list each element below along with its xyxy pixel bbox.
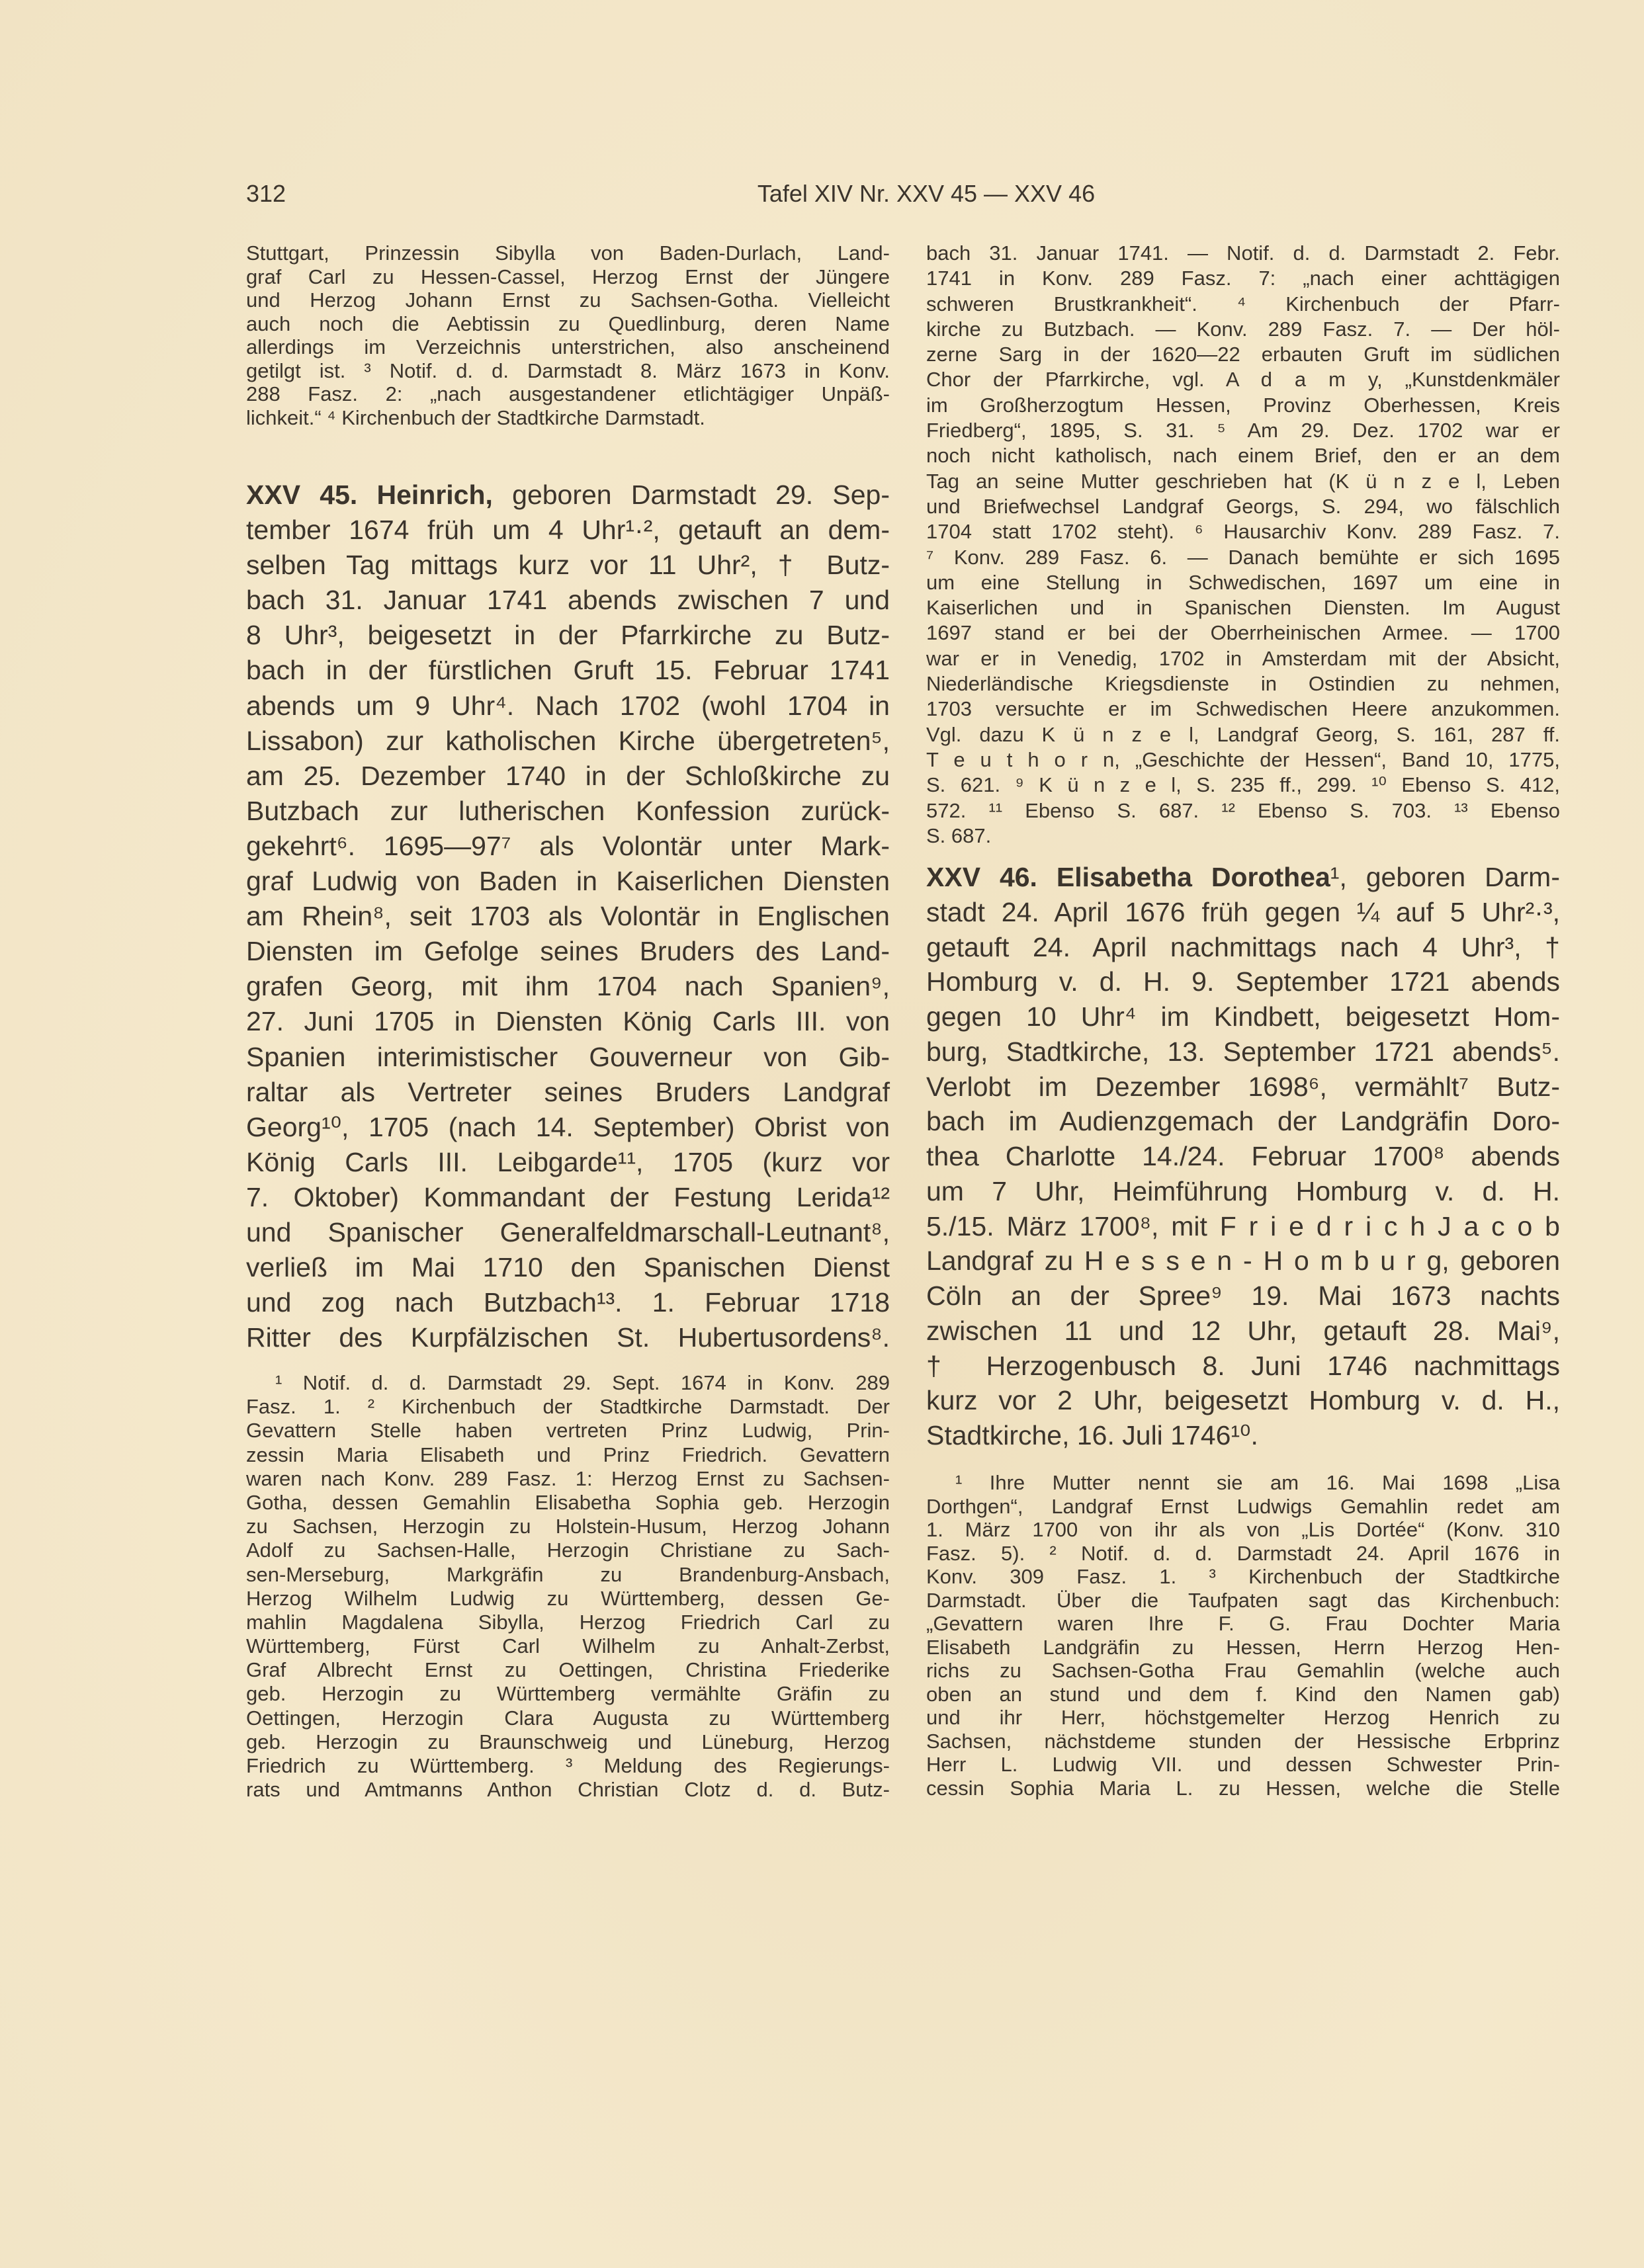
text-line (926, 1706, 1560, 1730)
text-line (926, 1349, 1560, 1384)
text-line-content: T e u t h o r n, „Geschichte der Hessen“, Band 10, 1775, (926, 747, 1560, 771)
text-line (926, 1279, 1560, 1314)
text-line-content: 288 Fasz. 2: „nach ausgestandener etlichtägiger Unpäß- (246, 382, 890, 405)
text-line (926, 999, 1560, 1034)
text-line (926, 823, 1560, 849)
text-line (246, 1730, 890, 1754)
text-line (246, 1180, 890, 1215)
text-line (246, 794, 890, 829)
text-line (926, 241, 1560, 266)
text-line-content: um eine Stellung in Schwedischen, 1697 um eine in (926, 570, 1560, 594)
text-line-content: Verlobt im Dezember 1698⁶, vermählt⁷ Butz- (926, 1071, 1560, 1102)
text-line (246, 1395, 890, 1419)
text-line-content: sen-Merseburg, Markgräfin zu Brandenburg-Ansbach, (246, 1562, 890, 1586)
text-line-content: zessin Maria Elisabeth und Prinz Friedrich. Gevattern (246, 1443, 890, 1466)
text-line (246, 1658, 890, 1682)
text-line-content: 1697 stand er bei der Oberrheinischen Armee. — 1700 (926, 621, 1560, 645)
text-line-content: graf Ludwig von Baden in Kaiserlichen Diensten (246, 866, 890, 897)
text-line (246, 1682, 890, 1706)
text-line (246, 864, 890, 899)
entry-heading-text: geboren Darmstadt 29. Sep- (492, 480, 890, 510)
text-line-content: getauft 24. April nachmittags nach 4 Uhr³, † (926, 931, 1560, 962)
text-line-content: Stadtkirche, 16. Juli 1746¹⁰. (926, 1420, 1258, 1450)
text-line (246, 1467, 890, 1491)
text-line (926, 595, 1560, 620)
text-line (926, 1418, 1560, 1453)
text-line-content: allerdings im Verzeichnis unterstrichen, also anscheinend (246, 335, 890, 358)
text-line (926, 443, 1560, 468)
text-line-content: Friedberg“, 1895, S. 31. ⁵ Am 29. Dez. 1702 war er (926, 419, 1560, 442)
text-line-content: Tag an seine Mutter geschrieben hat (K ü n z e l, Leben (926, 469, 1560, 493)
text-line (246, 548, 890, 583)
text-line-content: 1703 versuchte er im Schwedischen Heere anzukommen. (926, 697, 1560, 721)
text-line-content: bach 31. Januar 1741 abends zwischen 7 und (246, 585, 890, 616)
text-line (246, 288, 890, 312)
text-line-content: ⁷ Konv. 289 Fasz. 6. — Danach bemühte er sich 1695 (926, 545, 1560, 569)
text-line (246, 1515, 890, 1538)
text-line (926, 367, 1560, 392)
text-line (926, 1383, 1560, 1418)
text-line (926, 1612, 1560, 1636)
text-line-content: Konv. 309 Fasz. 1. ³ Kirchenbuch der Stadtkirche (926, 1565, 1560, 1588)
running-title: Tafel XIV Nr. XXV 45 — XXV 46 (757, 180, 1096, 207)
text-line (246, 382, 890, 406)
text-line-content: Friedrich zu Württemberg. ³ Meldung des Regierungs- (246, 1754, 890, 1777)
text-line (246, 241, 890, 265)
text-line-content: 7. Oktober) Kommandant der Festung Lerida¹² (246, 1181, 890, 1212)
text-line-content: Gotha, dessen Gemahlin Elisabetha Sophia geb. Herzogin (246, 1490, 890, 1514)
text-line-content: Fasz. 5). ² Notif. d. d. Darmstadt 24. April 1676 in (926, 1541, 1560, 1565)
text-line (246, 1110, 890, 1145)
text-line-content: am Rhein⁸, seit 1703 als Volontär in Englischen (246, 901, 890, 932)
text-line (926, 964, 1560, 999)
text-line-content: Homburg v. d. H. 9. September 1721 abends (926, 966, 1560, 997)
text-line-content: kirche zu Butzbach. — Konv. 289 Fasz. 7. — Der höl- (926, 317, 1560, 341)
text-line-content: verließ im Mai 1710 den Spanischen Dienst (246, 1252, 890, 1283)
text-line (926, 1730, 1560, 1753)
text-line (246, 265, 890, 289)
entry-heading (926, 860, 1560, 895)
text-line (926, 418, 1560, 443)
text-line (926, 895, 1560, 930)
text-line-content: zu Sachsen, Herzogin zu Holstein-Husum, Herzog Johann (246, 1515, 890, 1538)
text-line (246, 1004, 890, 1039)
text-line-content: selben Tag mittags kurz vor 11 Uhr², † Butz- (246, 550, 890, 581)
text-line-content: Elisabeth Landgräfin zu Hessen, Herrn Herzog Hen- (926, 1635, 1560, 1659)
text-line-content: mahlin Magdalena Sibylla, Herzog Friedrich Carl zu (246, 1610, 890, 1634)
text-line-content: richs zu Sachsen-Gotha Frau Gemahlin (welche auch (926, 1659, 1560, 1682)
text-line (926, 1034, 1560, 1070)
text-line-content: Herzog Wilhelm Ludwig zu Württemberg, dessen Ge- (246, 1586, 890, 1610)
text-line-content: und zog nach Butzbach¹³. 1. Februar 1718 (246, 1287, 890, 1318)
text-line-content: geb. Herzogin zu Württemberg vermählte Gräfin zu (246, 1682, 890, 1706)
text-line-content: gekehrt⁶. 1695—97⁷ als Volontär unter Mark- (246, 830, 890, 861)
text-line (246, 899, 890, 934)
text-line (926, 1104, 1560, 1139)
text-line-content: grafen Georg, mit ihm 1704 nach Spanien⁹, (246, 971, 890, 1002)
text-line (926, 1139, 1560, 1174)
text-line (926, 1777, 1560, 1800)
text-line-content: cessin Sophia Maria L. zu Hessen, welche die Stelle (926, 1776, 1560, 1800)
text-line-content: waren nach Konv. 289 Fasz. 1: Herzog Ernst zu Sachsen- (246, 1466, 890, 1490)
text-line-content: Kaiserlichen und in Spanischen Diensten. Im August (926, 596, 1560, 620)
text-line (246, 406, 890, 430)
text-line-content: stadt 24. April 1676 früh gegen ¼ auf 5 Uhr²·³, (926, 896, 1560, 927)
text-line-content: Gevattern Stelle haben vertreten Prinz Ludwig, Prin- (246, 1419, 890, 1443)
text-line-content: 8 Uhr³, beigesetzt in der Pfarrkirche zu Butz- (246, 620, 890, 651)
text-line (246, 829, 890, 864)
text-line-content: Adolf zu Sachsen-Halle, Herzogin Christiane zu Sach- (246, 1538, 890, 1562)
text-line (926, 773, 1560, 798)
text-line (926, 1565, 1560, 1589)
text-line (246, 759, 890, 794)
text-line (926, 1542, 1560, 1566)
text-line (246, 1250, 890, 1285)
text-line (926, 292, 1560, 317)
text-line-content: gegen 10 Uhr⁴ im Kindbett, beigesetzt Hom- (926, 1001, 1560, 1032)
text-line (926, 1753, 1560, 1777)
text-line (246, 1320, 890, 1355)
text-line (926, 494, 1560, 519)
text-line (246, 653, 890, 688)
text-line-content: 1741 in Konv. 289 Fasz. 7: „nach einer achttägigen (926, 267, 1560, 290)
text-line-content: Diensten im Gefolge seines Bruders des Land- (246, 936, 890, 967)
text-line (926, 930, 1560, 965)
text-line (246, 513, 890, 548)
text-line (926, 1174, 1560, 1209)
text-line-content: „Gevattern waren Ihre F. G. Frau Dochter Maria (926, 1612, 1560, 1635)
text-line (926, 545, 1560, 570)
entry-heading (246, 478, 890, 513)
text-line (926, 1314, 1560, 1349)
text-line-content: 1. März 1700 von ihr als von „Lis Dortée“ (Konv. 310 (926, 1518, 1560, 1541)
text-line (926, 798, 1560, 823)
text-line (246, 1075, 890, 1110)
text-line-content: ¹ Notif. d. d. Darmstadt 29. Sept. 1674 in Konv. 289 (275, 1371, 890, 1394)
text-line-content: S. 687. (926, 823, 992, 847)
text-line (926, 747, 1560, 773)
text-line-content: burg, Stadtkirche, 13. September 1721 abends⁵. (926, 1036, 1560, 1067)
text-line (246, 583, 890, 618)
text-line-content: Vgl. dazu K ü n z e l, Landgraf Georg, S. 161, 287 ff. (926, 722, 1560, 746)
right-continued-footnotes (926, 241, 1560, 849)
text-line (926, 1636, 1560, 1659)
text-line-content: Spanien interimistischer Gouverneur von Gib- (246, 1041, 890, 1072)
text-line (926, 1683, 1560, 1706)
text-line (926, 266, 1560, 291)
entry-xxv-46 (926, 860, 1560, 1453)
text-line-content: getilgt ist. ³ Notif. d. d. Darmstadt 8. März 1673 in Konv. (246, 358, 890, 382)
text-line (926, 1243, 1560, 1279)
text-line-content: graf Carl zu Hessen-Cassel, Herzog Ernst der Jüngere (246, 265, 890, 288)
text-line (926, 1471, 1560, 1495)
entry-xxv-45 (246, 478, 890, 1355)
text-line-content: geb. Herzogin zu Braunschweig und Lüneburg, Herzog (246, 1730, 890, 1753)
entry-title: XXV 46. Elisabetha Dorothea (926, 862, 1330, 892)
footnotes-xxv-46 (926, 1471, 1560, 1800)
text-line-content: und Herzog Johann Ernst zu Sachsen-Gotha. Vielleicht (246, 288, 890, 312)
text-line (246, 359, 890, 383)
text-line-content: tember 1674 früh um 4 Uhr¹·², getauft an dem- (246, 515, 890, 546)
text-line (926, 671, 1560, 696)
text-line (246, 1778, 890, 1802)
text-line (926, 570, 1560, 595)
text-line-content: auch noch die Aebtissin zu Quedlinburg, deren Name (246, 312, 890, 335)
text-line-content: Dorthgen“, Landgraf Ernst Ludwigs Gemahlin redet am (926, 1494, 1560, 1518)
text-line-content: abends um 9 Uhr⁴. Nach 1702 (wohl 1704 in (246, 690, 890, 721)
text-line (246, 1538, 890, 1562)
text-line (926, 1495, 1560, 1519)
text-line (246, 1634, 890, 1658)
text-line (926, 342, 1560, 367)
text-line (246, 1040, 890, 1075)
text-line-content: und Spanischer Generalfeldmarschall-Leutnant⁸, (246, 1216, 890, 1247)
page-number: 312 (246, 180, 286, 207)
text-line-content: Butzbach zur lutherischen Konfession zurück- (246, 795, 890, 826)
text-line (246, 1587, 890, 1611)
text-line-content: bach in der fürstlichen Gruft 15. Februar 1741 (246, 655, 890, 686)
text-line-content: kurz vor 2 Uhr, beigesetzt Homburg v. d. H., (926, 1385, 1560, 1416)
text-line-content: Georg¹⁰, 1705 (nach 14. September) Obrist von (246, 1111, 890, 1142)
text-line (926, 620, 1560, 646)
text-line-content: lichkeit.“ ⁴ Kirchenbuch der Stadtkirche Darmstadt. (246, 405, 705, 429)
text-line (926, 1209, 1560, 1244)
text-line-content: Niederländische Kriegsdienste in Ostindien zu nehmen, (926, 672, 1560, 696)
text-line-content: Württemberg, Fürst Carl Wilhelm zu Anhalt-Zerbst, (246, 1634, 890, 1658)
text-line-content: schweren Brustkrankheit“. ⁴ Kirchenbuch der Pfarr- (926, 292, 1560, 315)
text-line-content: am 25. Dezember 1740 in der Schloßkirche zu (246, 760, 890, 791)
text-line-content: Fasz. 1. ² Kirchenbuch der Stadtkirche Darmstadt. Der (246, 1395, 890, 1419)
entry-heading-text: ¹, geboren Darm- (1330, 862, 1560, 892)
text-line (246, 1563, 890, 1587)
text-line (926, 722, 1560, 747)
text-line (246, 689, 890, 724)
text-line (926, 469, 1560, 494)
text-line-content: 1704 statt 1702 steht). ⁶ Hausarchiv Konv. 289 Fasz. 7. (926, 520, 1560, 544)
text-line-content: Stuttgart, Prinzessin Sibylla von Baden-Durlach, Land- (246, 241, 890, 265)
left-continued-footnotes (246, 241, 890, 429)
text-line-content: † Herzogenbusch 8. Juni 1746 nachmittags (926, 1350, 1560, 1381)
text-line (246, 618, 890, 653)
text-line (926, 317, 1560, 342)
text-line (926, 1070, 1560, 1105)
text-line-content: Lissabon) zur katholischen Kirche übergetreten⁵, (246, 725, 890, 756)
text-line-content: rats und Amtmanns Anthon Christian Clotz d. d. Butz- (246, 1778, 890, 1802)
text-line (246, 1706, 890, 1730)
text-line-content: ¹ Ihre Mutter nennt sie am 16. Mai 1698 „Lisa (955, 1471, 1560, 1494)
text-line-content: Sachsen, nächstdeme stunden der Hessische Erbprinz (926, 1729, 1560, 1753)
text-line (926, 1659, 1560, 1683)
text-line (926, 696, 1560, 722)
text-line-content: Herr L. Ludwig VII. und dessen Schwester Prin- (926, 1753, 1560, 1776)
text-line-content: König Carls III. Leibgarde¹¹, 1705 (kurz vor (246, 1146, 890, 1177)
text-line (246, 1419, 890, 1443)
text-line-content: bach im Audienzgemach der Landgräfin Doro- (926, 1106, 1560, 1137)
text-line-content: Landgraf zu H e s s e n - H o m b u r g, geboren (926, 1245, 1560, 1277)
text-line-content: zerne Sarg in der 1620—22 erbauten Gruft im südlichen (926, 343, 1560, 366)
text-line (246, 1491, 890, 1515)
text-line-content: Chor der Pfarrkirche, vgl. A d a m y, „Kunstdenkmäler (926, 368, 1560, 392)
text-line (926, 519, 1560, 544)
text-line (246, 1145, 890, 1180)
text-line-content: 27. Juni 1705 in Diensten König Carls III. von (246, 1006, 890, 1037)
text-line (246, 1443, 890, 1467)
text-line-content: Graf Albrecht Ernst zu Oettingen, Christina Friederike (246, 1658, 890, 1682)
text-line-content: oben an stund und dem f. Kind den Namen gab) (926, 1682, 1560, 1706)
text-line-content: Oettingen, Herzogin Clara Augusta zu Württemberg (246, 1706, 890, 1730)
text-line-content: war er in Venedig, 1702 in Amsterdam mit der Absicht, (926, 646, 1560, 670)
text-line (926, 1518, 1560, 1542)
text-line-content: thea Charlotte 14./24. Februar 1700⁸ abends (926, 1141, 1560, 1171)
text-line-content: noch nicht katholisch, nach einem Brief, den er an dem (926, 444, 1560, 468)
text-line-content: um 7 Uhr, Heimführung Homburg v. d. H. (926, 1175, 1560, 1206)
text-line-content: zwischen 11 und 12 Uhr, getauft 28. Mai⁹, (926, 1315, 1560, 1346)
text-line-content: Darmstadt. Über die Taufpaten sagt das Kirchenbuch: (926, 1588, 1560, 1612)
text-line (246, 1215, 890, 1250)
text-line-content: im Großherzogtum Hessen, Provinz Oberhessen, Kreis (926, 393, 1560, 417)
text-line (926, 393, 1560, 418)
text-line (246, 934, 890, 969)
text-line-content: und ihr Herr, höchstgemelter Herzog Henrich zu (926, 1706, 1560, 1729)
text-line (246, 335, 890, 359)
text-line-content: bach 31. Januar 1741. — Notif. d. d. Darmstadt 2. Febr. (926, 241, 1560, 265)
text-line-content: Cöln an der Spree⁹ 19. Mai 1673 nachts (926, 1281, 1560, 1311)
text-line-content: und Briefwechsel Landgraf Georgs, S. 294, wo fälschlich (926, 494, 1560, 518)
text-line-content: Ritter des Kurpfälzischen St. Hubertusordens⁸. (246, 1322, 890, 1353)
text-line (246, 1371, 890, 1395)
text-line-content: 5./15. März 1700⁸, mit F r i e d r i c h J a c o b (926, 1210, 1560, 1241)
text-line-content: raltar als Vertreter seines Bruders Landgraf (246, 1076, 890, 1107)
text-line (246, 1611, 890, 1634)
entry-title: XXV 45. Heinrich, (246, 480, 493, 510)
text-line (926, 1589, 1560, 1613)
text-line-content: 572. ¹¹ Ebenso S. 687. ¹² Ebenso S. 703. ¹³ Ebenso (926, 798, 1560, 822)
text-line (246, 969, 890, 1004)
text-line (246, 1285, 890, 1320)
text-line (246, 312, 890, 336)
text-line (246, 1754, 890, 1778)
text-line (246, 724, 890, 759)
footnotes-xxv-45 (246, 1371, 890, 1802)
text-line (926, 646, 1560, 671)
text-line-content: S. 621. ⁹ K ü n z e l, S. 235 ff., 299. ¹⁰ Ebenso S. 412, (926, 773, 1560, 797)
